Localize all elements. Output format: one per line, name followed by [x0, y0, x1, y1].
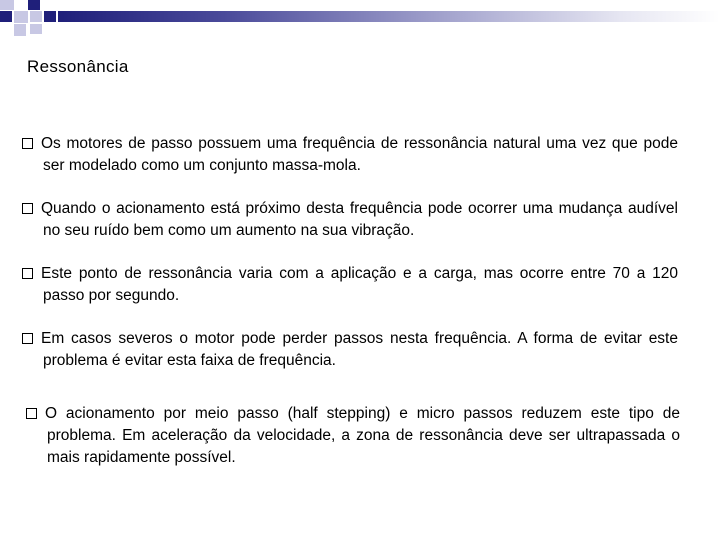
checkbox-bullet-icon: [22, 268, 33, 279]
deco-square: [28, 0, 40, 10]
checkbox-bullet-icon: [22, 333, 33, 344]
deco-square: [14, 0, 26, 10]
deco-square: [44, 11, 56, 22]
slide-title: Ressonância: [27, 57, 129, 76]
bullet-text: Em casos severos o motor pode perder passos nesta frequência. A forma de evitar este problema é evitar esta faixa de frequência.: [41, 330, 678, 369]
deco-square: [0, 11, 12, 22]
bullet-text: Este ponto de ressonância varia com a aplicação e a carga, mas ocorre entre 70 a 120 passo por segundo.: [41, 265, 678, 304]
bullet-item: [22, 198, 678, 242]
bullet-item: [22, 328, 678, 372]
checkbox-bullet-icon: [22, 203, 33, 214]
deco-square: [14, 24, 26, 36]
deco-square: [0, 0, 14, 10]
header-gradient-bar: [58, 11, 720, 22]
checkbox-bullet-icon: [26, 408, 37, 419]
bullet-text: Os motores de passo possuem uma frequência de ressonância natural uma vez que pode ser modelado como um conjunto massa-mola.: [41, 135, 678, 174]
deco-square: [30, 11, 42, 22]
checkbox-bullet-icon: [22, 138, 33, 149]
header-decoration: [0, 0, 720, 50]
bullet-text: O acionamento por meio passo (half stepping) e micro passos reduzem este tipo de problema. Em aceleração da velocidade, a zona de ressonância deve ser ultrapassada o mais rapidamente possível.: [45, 405, 680, 466]
bullet-item: [26, 403, 680, 469]
bullet-item: [22, 263, 678, 307]
bullet-text: Quando o acionamento está próximo desta frequência pode ocorrer uma mudança audível no seu ruído bem como um aumento na sua vibração.: [41, 200, 678, 239]
deco-square: [30, 24, 42, 34]
deco-square: [14, 11, 28, 23]
bullet-item: [22, 133, 678, 177]
